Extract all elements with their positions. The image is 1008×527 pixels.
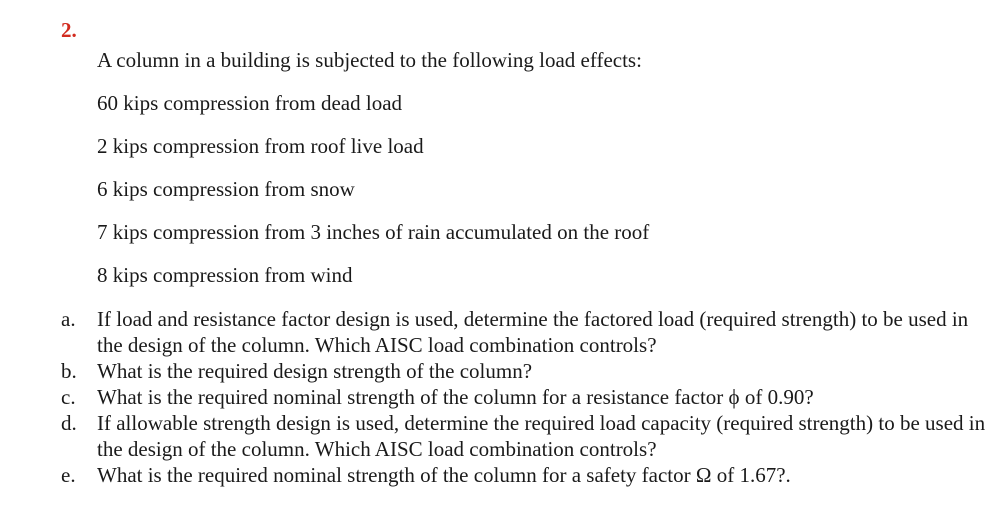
load-effects-list bbox=[97, 90, 649, 305]
load-effect-item: 2 kips compression from roof live load bbox=[97, 134, 424, 158]
question-text: If allowable strength design is used, determine the required load capacity (required strength) to be used in the design of the column. Which AISC load combination controls? bbox=[97, 411, 986, 461]
load-effect-item: 6 kips compression from snow bbox=[97, 177, 355, 201]
question-letter: e. bbox=[61, 463, 76, 487]
load-effect-item: 7 kips compression from 3 inches of rain accumulated on the roof bbox=[97, 220, 650, 244]
question-item-d bbox=[0, 410, 1008, 462]
questions-list bbox=[0, 306, 1008, 488]
question-item-b bbox=[0, 358, 1008, 384]
question-letter: c. bbox=[61, 385, 76, 409]
question-text: What is the required design strength of the column? bbox=[97, 359, 533, 383]
question-letter: d. bbox=[61, 411, 77, 435]
question-letter: b. bbox=[61, 359, 77, 383]
problem-number: 2. bbox=[61, 18, 77, 42]
problem-intro: A column in a building is subjected to the following load effects: bbox=[97, 48, 642, 72]
question-text: What is the required nominal strength of the column for a safety factor Ω of 1.67?. bbox=[97, 463, 791, 487]
question-item-a bbox=[0, 306, 1008, 358]
question-text: If load and resistance factor design is used, determine the factored load (required strength) to be used in the design of the column. Which AISC load combination controls? bbox=[97, 307, 969, 357]
question-item-e bbox=[0, 462, 1008, 488]
load-effect-item: 60 kips compression from dead load bbox=[97, 91, 403, 115]
question-letter: a. bbox=[61, 307, 76, 331]
question-item-c bbox=[0, 384, 1008, 410]
question-text: What is the required nominal strength of the column for a resistance factor ϕ of 0.90? bbox=[97, 385, 814, 409]
load-effect-item: 8 kips compression from wind bbox=[97, 263, 353, 287]
